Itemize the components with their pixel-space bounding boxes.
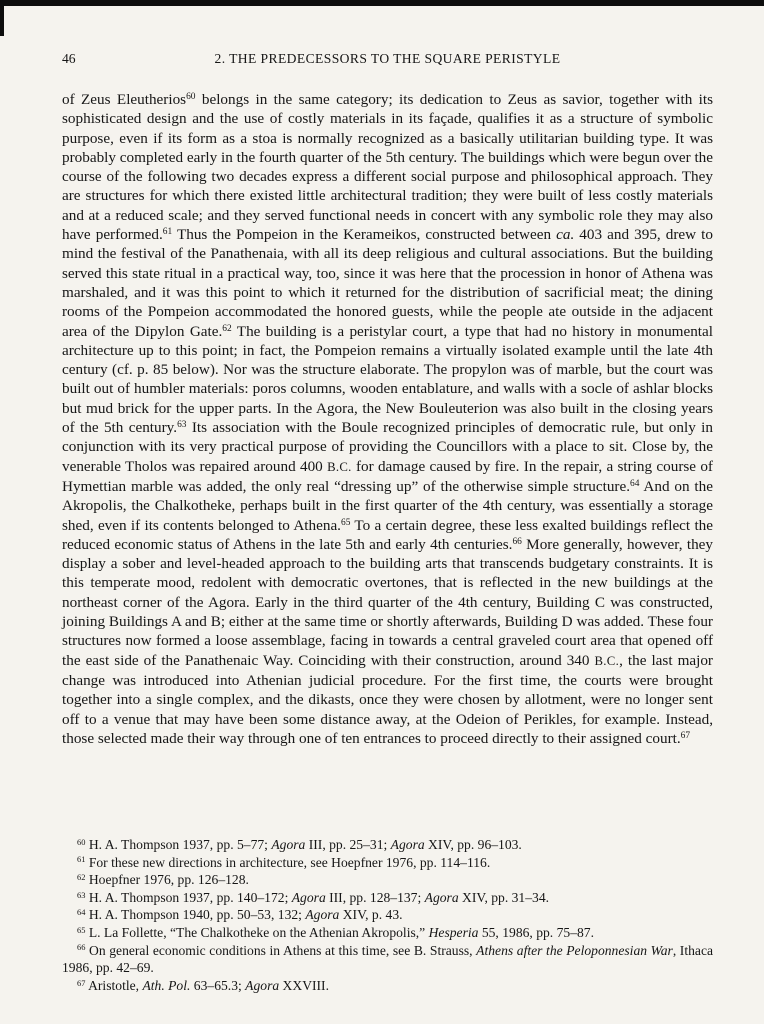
footnote-65 bbox=[62, 924, 713, 942]
page-header bbox=[62, 51, 713, 69]
footnote-number: 66 bbox=[77, 942, 86, 953]
footnote-text: H. A. Thompson 1937, pp. 140–172; Agora III, pp. 128–137; Agora XIV, pp. 31–34. bbox=[88, 889, 550, 905]
body-paragraph: of Zeus Eleutherios$^{60}$ belongs in the same category; its dedication to Zeus as savior, together with its sophisticated design and the use of costly materials in its façade, qualifies it as a structure of symbolic purpose, even if its form as a stoa is normally recognized as a basically utilitarian building type. It was probably completed early in the fourth quarter of the 5th century. The buildings which were begun over the course of the following two decades express a different social purpose and philosophical approach. They are structures for which there existed little architectural tradition; they were built of less costly materials and at a reduced scale; and they served functional needs in concert with any symbolic role they may also have performed.$^{61}$ Thus the Pompeion in the Kerameikos, constructed between ca. 403 and 395, drew to mind the festival of the Panathenaia, with all its deep religious and cultural associations. But the building served this state ritual in a practical way, too, since it was here that the procession in honor of Athena was marshaled, and it was this point to which it returned for the distribution of sacrificial meat; the dining rooms of the Pompeion accommodated the honored guests, while the people ate outside in the adjacent area of the Dipylon Gate.$^{62}$ The building is a peristylar court, a type that had no history in monumental architecture up to this point; in fact, the Pompeion remains a virtually isolated example until the late 4th century (cf. p. 85 below). Nor was the structure elaborate. The propylon was of marble, but the court was built out of humbler materials: poros columns, wooden entablature, and walls with a socle of ashlar blocks but mud brick for the upper parts. In the Agora, the New Bouleuterion was also built in the closing years of the 5th century.$^{63}$ Its association with the Boule recognized principles of democratic rule, but only in conjunction with its very practical purpose of providing the Councillors with a place to sit. Close by, the venerable Tholos was repaired around 400 B.C. for damage caused by fire. In the repair, a string course of Hymettian marble was added, the only real “dressing up” of the otherwise simple structure.$^{64}$ And on the Akropolis, the Chalkotheke, perhaps built in the first quarter of the 4th century, was essentially a storage shed, even if its contents belonged to Athena.$^{65}$ To a certain degree, these less exalted buildings reflect the reduced economic status of Athens in the late 5th and early 4th centuries.$^{66}$ More generally, however, they display a sober and level-headed approach to the building arts that transcends budgetary constraints. It is this temperate mood, redolent with democratic overtones, that is reflected in the new buildings at the northeast corner of the Agora. Early in the third quarter of the 4th century, Building C was constructed, joining Buildings A and B; either at the same time or shortly afterwards, Building D was added. These four structures now formed a loose assemblage, facing in towards a central graveled court area that opened off the east side of the Panathenaic Way. Coinciding with their construction, around 340 B.C., the last major change was introduced into Athenian judicial procedure. For the first time, the courts were brought together into a single complex, and the dikasts, once they were chosen by allotment, were no longer sent off to a venue that may have been some distance away, at the Odeion of Perikles, for example. Instead, those selected made their way through one of ten entrances to proceed directly to their assigned court.$^{67}$ bbox=[62, 91, 714, 747]
scan-artifact-left-edge bbox=[0, 0, 4, 36]
footnote-text: On general economic conditions in Athens at this time, see B. Strauss, Athens after the Peloponnesian War, Ithaca 1986, pp. 42–69. bbox=[62, 942, 714, 976]
footnote-text: Hoepfner 1976, pp. 126–128. bbox=[88, 872, 249, 888]
footnote-64 bbox=[62, 906, 713, 924]
footnote-60 bbox=[62, 836, 713, 854]
footnote-number: 63 bbox=[77, 889, 86, 900]
footnote-text: H. A. Thompson 1937, pp. 5–77; Agora III, pp. 25–31; Agora XIV, pp. 96–103. bbox=[88, 837, 522, 852]
footnote-62 bbox=[62, 871, 713, 889]
footnotes-section bbox=[62, 836, 713, 994]
page-number: 46 bbox=[62, 51, 76, 66]
body-text bbox=[62, 90, 713, 748]
running-header: 2. THE PREDECESSORS TO THE SQUARE PERISTYLE bbox=[214, 51, 561, 66]
footnote-number: 67 bbox=[77, 977, 86, 988]
footnote-61 bbox=[62, 854, 713, 872]
footnote-text: L. La Follette, “The Chalkotheke on the Athenian Akropolis,” Hesperia 55, 1986, pp. 75–87. bbox=[88, 924, 594, 940]
footnote-text: For these new directions in architecture, see Hoepfner 1976, pp. 114–116. bbox=[88, 854, 491, 870]
footnote-66 bbox=[62, 942, 713, 977]
footnote-63 bbox=[62, 889, 713, 907]
footnote-text: Aristotle, Ath. Pol. 63–65.3; Agora XXVIII. bbox=[88, 977, 329, 993]
footnote-67 bbox=[62, 977, 713, 995]
footnote-text: H. A. Thompson 1940, pp. 50–53, 132; Agora XIV, p. 43. bbox=[88, 907, 403, 923]
footnote-number: 65 bbox=[77, 924, 86, 935]
footnote-number: 62 bbox=[77, 871, 86, 882]
footnote-number: 60 bbox=[77, 836, 86, 847]
scan-artifact-top-edge bbox=[0, 0, 764, 6]
footnote-number: 64 bbox=[77, 907, 86, 918]
footnote-number: 61 bbox=[77, 854, 86, 865]
